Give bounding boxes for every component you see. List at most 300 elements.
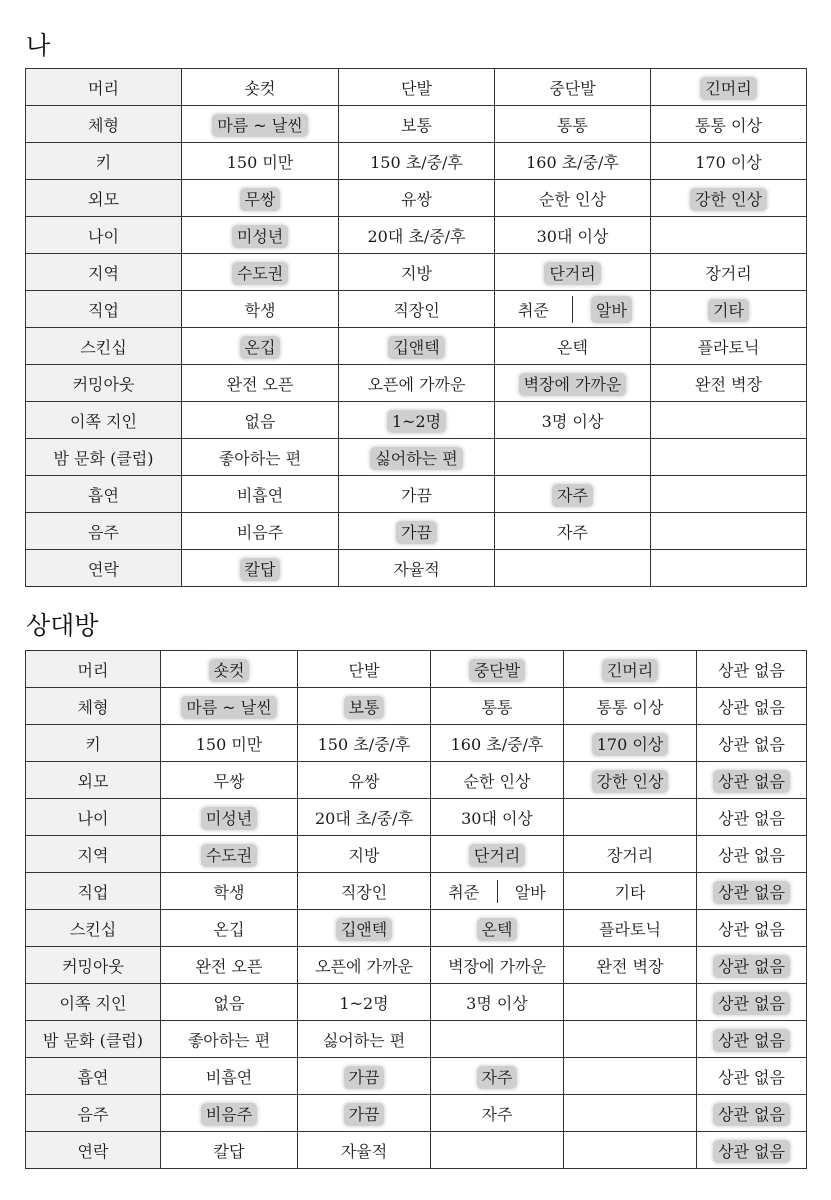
option-cell xyxy=(298,1095,431,1132)
option-cell xyxy=(495,217,651,254)
option-text: 장거리 xyxy=(606,845,654,865)
highlighted-option-text: 마름 ~ 날씬 xyxy=(212,114,307,137)
option-cell xyxy=(339,513,495,550)
row-label: 음주 xyxy=(26,1095,161,1132)
row-label: 밤 문화 (클럽) xyxy=(26,439,182,476)
table-row xyxy=(26,402,807,439)
highlighted-option-text: 긴머리 xyxy=(700,77,756,100)
option-cell xyxy=(161,651,298,688)
option-cell xyxy=(495,513,651,550)
option-text: 자주 xyxy=(557,522,588,542)
option-text: 비흡연 xyxy=(205,1067,253,1087)
row-label: 연락 xyxy=(26,550,182,587)
option-cell xyxy=(495,69,651,106)
option-cell xyxy=(495,143,651,180)
option-cell xyxy=(495,254,651,291)
option-text: 통통 이상 xyxy=(596,697,664,717)
highlighted-option-text: 긴머리 xyxy=(602,659,658,682)
table-row xyxy=(26,836,807,873)
option-cell xyxy=(495,550,651,587)
option-cell xyxy=(564,947,697,984)
highlighted-option-text: 단거리 xyxy=(544,262,600,285)
row-label: 스킨십 xyxy=(26,910,161,947)
option-cell xyxy=(339,69,495,106)
option-cell xyxy=(564,984,697,1021)
table-row xyxy=(26,217,807,254)
option-text: 좋아하는 편 xyxy=(187,1030,271,1050)
option-cell xyxy=(651,143,807,180)
option-cell xyxy=(651,439,807,476)
table-row xyxy=(26,476,807,513)
option-cell xyxy=(564,1132,697,1169)
option-cell xyxy=(431,910,564,947)
option-cell xyxy=(182,291,339,328)
option-cell xyxy=(182,402,339,439)
option-text: 유쌍 xyxy=(348,771,380,791)
row-label: 외모 xyxy=(26,762,161,799)
option-cell xyxy=(182,143,339,180)
option-text: 상관 없음 xyxy=(718,734,785,754)
table-row xyxy=(26,69,807,106)
option-cell xyxy=(651,550,807,587)
option-cell xyxy=(182,328,339,365)
option-cell xyxy=(182,439,339,476)
row-label: 나이 xyxy=(26,799,161,836)
option-cell xyxy=(495,402,651,439)
option-cell xyxy=(298,1132,431,1169)
option-cell xyxy=(298,836,431,873)
option-text: 온텍 xyxy=(557,337,588,357)
option-cell xyxy=(651,402,807,439)
option-cell xyxy=(182,254,339,291)
option-text: 3명 이상 xyxy=(541,411,604,431)
table-row xyxy=(26,947,807,984)
table-row xyxy=(26,725,807,762)
option-cell xyxy=(298,799,431,836)
option-text: 순한 인상 xyxy=(463,771,531,791)
table-row xyxy=(26,984,807,1021)
option-text: 장거리 xyxy=(705,263,752,283)
option-text: 지방 xyxy=(401,263,432,283)
option-cell xyxy=(651,476,807,513)
option-cell xyxy=(339,143,495,180)
option-cell xyxy=(651,365,807,402)
option-cell xyxy=(161,1021,298,1058)
option-text: 150 미만 xyxy=(226,152,294,172)
option-cell xyxy=(564,910,697,947)
row-label: 커밍아웃 xyxy=(26,947,161,984)
option-cell xyxy=(697,725,807,762)
highlighted-option-text: 기타 xyxy=(708,299,749,322)
option-text: 중단발 xyxy=(549,78,596,98)
option-cell xyxy=(431,1132,564,1169)
option-text: 학생 xyxy=(244,300,276,320)
table-row xyxy=(26,143,807,180)
option-text: 완전 벽장 xyxy=(596,956,664,976)
option-text: 자주 xyxy=(481,1104,513,1124)
option-text: 숏컷 xyxy=(244,78,276,98)
option-text: 완전 오픈 xyxy=(195,956,263,976)
option-cell xyxy=(697,1058,807,1095)
option-cell xyxy=(298,1058,431,1095)
option-cell xyxy=(339,106,495,143)
option-cell xyxy=(564,688,697,725)
option-cell xyxy=(298,1021,431,1058)
row-label: 지역 xyxy=(26,254,182,291)
option-cell xyxy=(431,836,564,873)
option-cell xyxy=(298,651,431,688)
table-row xyxy=(26,651,807,688)
option-cell xyxy=(431,651,564,688)
option-text: 비흡연 xyxy=(236,485,284,505)
option-text: 상관 없음 xyxy=(718,1067,785,1087)
option-cell xyxy=(431,1095,564,1132)
option-text: 완전 오픈 xyxy=(226,374,294,394)
option-text: 좋아하는 편 xyxy=(218,448,302,468)
option-text: 30대 이상 xyxy=(536,226,609,246)
option-cell xyxy=(564,1058,697,1095)
option-cell xyxy=(298,947,431,984)
highlighted-option-text: 상관 없음 xyxy=(713,770,790,793)
row-label: 커밍아웃 xyxy=(26,365,182,402)
option-cell xyxy=(564,873,697,910)
option-cell xyxy=(495,291,651,328)
option-cell xyxy=(697,651,807,688)
option-cell xyxy=(161,836,298,873)
row-label: 이쪽 지인 xyxy=(26,984,161,1021)
highlighted-option-text: 강한 인상 xyxy=(592,770,669,793)
row-label: 머리 xyxy=(26,69,182,106)
option-text: 보통 xyxy=(401,115,432,135)
option-text: 자율적 xyxy=(393,559,440,579)
option-cell xyxy=(339,476,495,513)
option-cell xyxy=(651,328,807,365)
option-cell xyxy=(182,106,339,143)
option-cell xyxy=(431,1058,564,1095)
option-cell xyxy=(182,513,339,550)
highlighted-option-text: 상관 없음 xyxy=(713,992,790,1015)
highlighted-option-text: 상관 없음 xyxy=(713,955,790,978)
highlighted-option-text: 수도권 xyxy=(201,844,257,867)
table-row xyxy=(26,688,807,725)
row-label: 외모 xyxy=(26,180,182,217)
option-text: 취준 xyxy=(448,882,480,902)
option-text: 취준 xyxy=(518,300,549,320)
option-cell xyxy=(339,217,495,254)
option-text: 오픈에 가까운 xyxy=(315,956,413,976)
option-text: 유쌍 xyxy=(401,189,432,209)
option-cell xyxy=(697,873,807,910)
option-text: 기타 xyxy=(614,882,646,902)
row-label: 음주 xyxy=(26,513,182,550)
table-row xyxy=(26,106,807,143)
option-text: 150 미만 xyxy=(195,734,263,754)
option-cell xyxy=(697,984,807,1021)
option-text: 상관 없음 xyxy=(718,845,785,865)
option-text: 통통 이상 xyxy=(695,115,762,135)
option-text: 상관 없음 xyxy=(718,919,785,939)
option-cell xyxy=(339,328,495,365)
table-row xyxy=(26,910,807,947)
option-text: 지방 xyxy=(348,845,380,865)
row-label: 체형 xyxy=(26,106,182,143)
option-cell xyxy=(182,476,339,513)
option-cell xyxy=(298,688,431,725)
highlighted-option-text: 칼답 xyxy=(240,558,281,581)
highlighted-option-text: 싫어하는 편 xyxy=(370,447,462,470)
table-row xyxy=(26,1095,807,1132)
table-row xyxy=(26,1058,807,1095)
option-cell xyxy=(651,180,807,217)
split-option xyxy=(431,880,497,903)
option-text: 알바 xyxy=(514,882,546,902)
option-text: 160 초/중/후 xyxy=(526,152,619,172)
option-cell xyxy=(339,402,495,439)
option-text: 학생 xyxy=(213,882,245,902)
highlighted-option-text: 알바 xyxy=(591,296,632,323)
option-cell xyxy=(161,984,298,1021)
table-row xyxy=(26,365,807,402)
highlighted-option-text: 미성년 xyxy=(201,807,257,830)
option-text: 20대 초/중/후 xyxy=(367,226,466,246)
option-text: 자율적 xyxy=(340,1141,388,1161)
option-cell xyxy=(298,910,431,947)
option-text: 단발 xyxy=(348,660,380,680)
table-row xyxy=(26,180,807,217)
highlighted-option-text: 보통 xyxy=(344,696,385,719)
option-cell xyxy=(651,217,807,254)
option-cell xyxy=(495,106,651,143)
highlighted-option-text: 강한 인상 xyxy=(690,188,767,211)
option-text: 온깁 xyxy=(213,919,245,939)
row-label: 머리 xyxy=(26,651,161,688)
option-text: 가끔 xyxy=(401,485,432,505)
table-row xyxy=(26,550,807,587)
option-cell xyxy=(339,439,495,476)
option-cell xyxy=(495,365,651,402)
highlighted-option-text: 가끔 xyxy=(344,1103,385,1126)
option-text: 상관 없음 xyxy=(718,808,785,828)
option-text: 비음주 xyxy=(236,522,284,542)
table-row xyxy=(26,1132,807,1169)
option-cell xyxy=(161,873,298,910)
option-cell xyxy=(495,328,651,365)
row-label: 키 xyxy=(26,143,182,180)
option-cell xyxy=(161,688,298,725)
option-cell xyxy=(298,725,431,762)
option-text: 단발 xyxy=(401,78,432,98)
option-text: 완전 벽장 xyxy=(695,374,762,394)
row-label: 흡연 xyxy=(26,476,182,513)
highlighted-option-text: 깁앤텍 xyxy=(336,918,392,941)
highlighted-option-text: 상관 없음 xyxy=(713,881,790,904)
option-text: 플라토닉 xyxy=(697,337,760,357)
option-cell xyxy=(495,180,651,217)
option-text: 150 초/중/후 xyxy=(317,734,411,754)
option-text: 3명 이상 xyxy=(466,993,528,1013)
option-cell xyxy=(298,984,431,1021)
option-cell xyxy=(339,365,495,402)
option-cell xyxy=(697,947,807,984)
option-cell xyxy=(182,69,339,106)
option-cell xyxy=(339,180,495,217)
row-label: 직업 xyxy=(26,873,161,910)
option-cell xyxy=(431,799,564,836)
option-cell xyxy=(431,688,564,725)
option-cell xyxy=(298,762,431,799)
option-cell xyxy=(697,910,807,947)
option-text: 순한 인상 xyxy=(539,189,606,209)
option-cell xyxy=(697,1021,807,1058)
row-label: 키 xyxy=(26,725,161,762)
option-cell xyxy=(431,873,564,910)
option-text: 칼답 xyxy=(213,1141,245,1161)
option-cell xyxy=(697,1095,807,1132)
highlighted-option-text: 단거리 xyxy=(469,844,525,867)
option-cell xyxy=(161,762,298,799)
highlighted-option-text: 온텍 xyxy=(477,918,518,941)
option-cell xyxy=(161,725,298,762)
option-cell xyxy=(651,513,807,550)
option-text: 직장인 xyxy=(393,300,440,320)
option-cell xyxy=(339,254,495,291)
split-option xyxy=(572,296,650,323)
table-row xyxy=(26,439,807,476)
option-cell xyxy=(182,217,339,254)
option-cell xyxy=(564,1095,697,1132)
table-row xyxy=(26,513,807,550)
option-text: 플라토닉 xyxy=(599,919,661,939)
option-cell xyxy=(339,291,495,328)
option-text: 상관 없음 xyxy=(718,660,785,680)
option-cell xyxy=(697,1132,807,1169)
highlighted-option-text: 숏컷 xyxy=(209,659,250,682)
highlighted-option-text: 1~2명 xyxy=(387,410,446,433)
option-cell xyxy=(651,254,807,291)
option-cell xyxy=(651,106,807,143)
option-cell xyxy=(564,762,697,799)
option-text: 싫어하는 편 xyxy=(322,1030,406,1050)
option-cell xyxy=(182,550,339,587)
option-text: 없음 xyxy=(244,411,276,431)
option-text: 상관 없음 xyxy=(718,697,785,717)
row-label: 연락 xyxy=(26,1132,161,1169)
split-option-cell xyxy=(495,296,650,323)
row-label: 밤 문화 (클럽) xyxy=(26,1021,161,1058)
highlighted-option-text: 170 이상 xyxy=(592,733,669,756)
option-cell xyxy=(697,799,807,836)
highlighted-option-text: 상관 없음 xyxy=(713,1103,790,1126)
row-label: 흡연 xyxy=(26,1058,161,1095)
option-cell xyxy=(431,984,564,1021)
option-cell xyxy=(161,1058,298,1095)
split-option-cell xyxy=(431,880,563,903)
option-cell xyxy=(697,762,807,799)
row-label: 직업 xyxy=(26,291,182,328)
split-option xyxy=(495,296,572,323)
option-cell xyxy=(161,947,298,984)
option-text: 160 초/중/후 xyxy=(450,734,544,754)
table-row xyxy=(26,254,807,291)
option-cell xyxy=(431,762,564,799)
table-row xyxy=(26,1021,807,1058)
option-text: 벽장에 가까운 xyxy=(448,956,546,976)
table-row xyxy=(26,291,807,328)
option-cell xyxy=(564,1021,697,1058)
table-row xyxy=(26,799,807,836)
option-cell xyxy=(697,836,807,873)
option-text: 통통 xyxy=(557,115,588,135)
highlighted-option-text: 무쌍 xyxy=(240,188,281,211)
option-text: 20대 초/중/후 xyxy=(314,808,414,828)
table-row xyxy=(26,873,807,910)
table-row xyxy=(26,762,807,799)
row-label: 지역 xyxy=(26,836,161,873)
highlighted-option-text: 자주 xyxy=(552,484,593,507)
option-cell xyxy=(495,439,651,476)
option-cell xyxy=(564,651,697,688)
row-label: 이쪽 지인 xyxy=(26,402,182,439)
highlighted-option-text: 미성년 xyxy=(232,225,288,248)
row-label: 나이 xyxy=(26,217,182,254)
option-cell xyxy=(161,910,298,947)
option-cell xyxy=(182,180,339,217)
option-cell xyxy=(298,873,431,910)
option-cell xyxy=(431,725,564,762)
highlighted-option-text: 벽장에 가까운 xyxy=(519,373,627,396)
my-profile-title: 나 xyxy=(26,31,51,60)
highlighted-option-text: 가끔 xyxy=(396,521,437,544)
row-label: 스킨십 xyxy=(26,328,182,365)
option-cell xyxy=(564,725,697,762)
row-label: 체형 xyxy=(26,688,161,725)
highlighted-option-text: 온깁 xyxy=(240,336,281,359)
option-cell xyxy=(697,688,807,725)
highlighted-option-text: 수도권 xyxy=(232,262,288,285)
highlighted-option-text: 비음주 xyxy=(201,1103,257,1126)
option-text: 없음 xyxy=(213,993,245,1013)
split-option xyxy=(497,880,564,903)
option-text: 150 초/중/후 xyxy=(370,152,463,172)
my-profile-table xyxy=(25,68,807,587)
option-cell xyxy=(495,476,651,513)
option-cell xyxy=(564,799,697,836)
partner-preference-table xyxy=(25,650,807,1169)
highlighted-option-text: 상관 없음 xyxy=(713,1029,790,1052)
partner-preference-title: 상대방 xyxy=(26,611,99,640)
option-text: 30대 이상 xyxy=(461,808,533,828)
option-cell xyxy=(161,1132,298,1169)
option-text: 170 이상 xyxy=(695,152,762,172)
option-cell xyxy=(651,69,807,106)
table-row xyxy=(26,328,807,365)
highlighted-option-text: 마름 ~ 날씬 xyxy=(181,696,276,719)
option-cell xyxy=(161,799,298,836)
option-cell xyxy=(182,365,339,402)
option-cell xyxy=(339,550,495,587)
highlighted-option-text: 깁앤텍 xyxy=(388,336,444,359)
option-cell xyxy=(651,291,807,328)
highlighted-option-text: 가끔 xyxy=(344,1066,385,1089)
option-text: 직장인 xyxy=(340,882,388,902)
highlighted-option-text: 상관 없음 xyxy=(713,1140,790,1163)
option-cell xyxy=(431,947,564,984)
option-cell xyxy=(564,836,697,873)
option-text: 오픈에 가까운 xyxy=(367,374,466,394)
highlighted-option-text: 자주 xyxy=(477,1066,518,1089)
option-text: 무쌍 xyxy=(213,771,245,791)
highlighted-option-text: 중단발 xyxy=(469,659,525,682)
